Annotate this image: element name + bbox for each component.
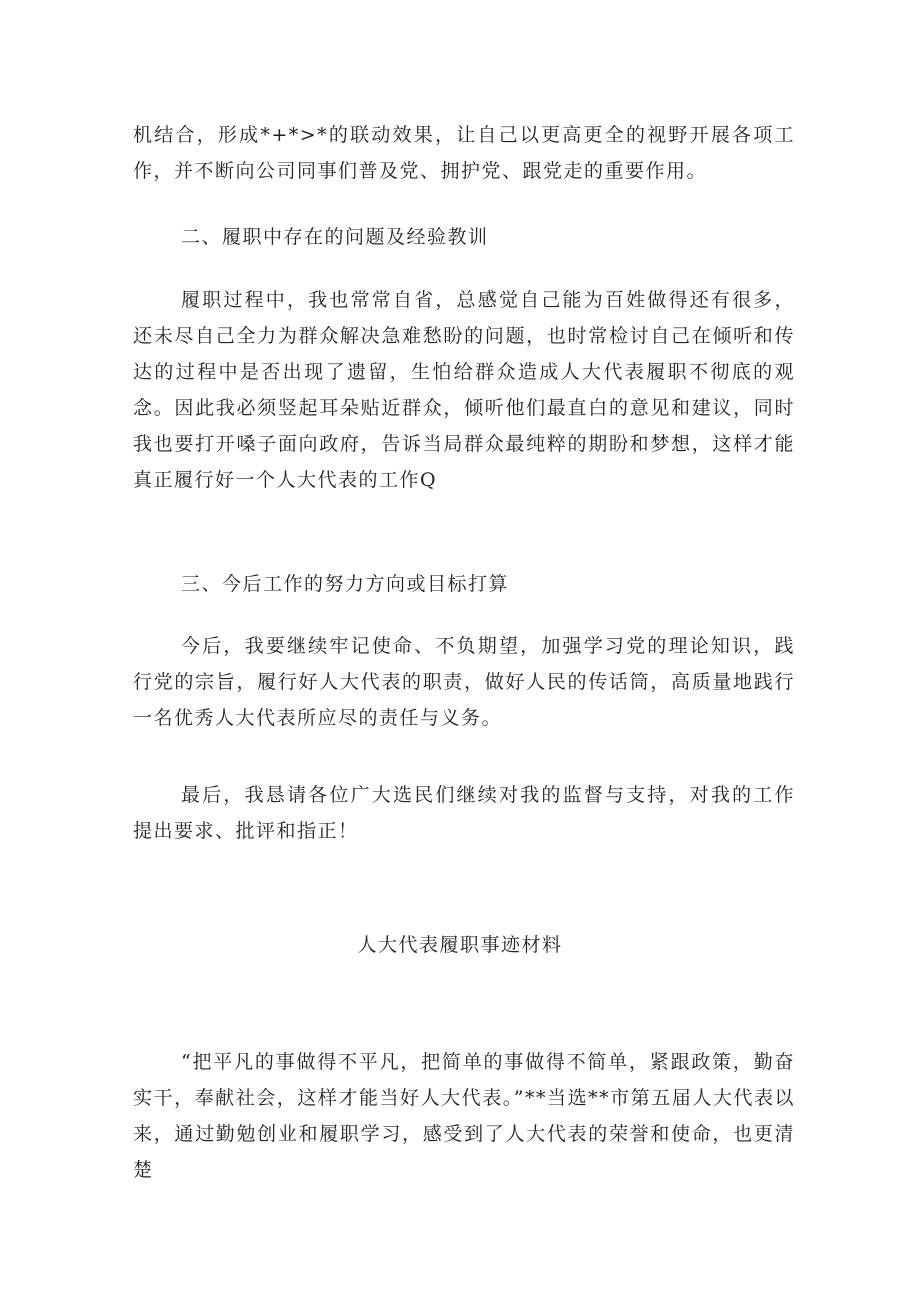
paragraph-future: 今后，我要继续牢记使命、不负期望，加强学习党的理论知识，践行党的宗旨，履行好人大代表的职责，做好人民的传话筒，高质量地践行一名优秀人大代表所应尽的责任与义务。 [133,635,795,729]
paragraph-intro-continuation: 机结合，形成*+*>*的联动效果，让自己以更高更全的视野开展各项工作，并不断向公司同事们普及党、拥护党、跟党走的重要作用。 [133,124,795,182]
section-heading-future: 三、今后工作的努力方向或目标打算 [181,573,510,595]
document-title: 人大代表履职事迹材料 [357,934,563,956]
paragraph-closing: 最后，我恳请各位广大选民们继续对我的监督与支持，对我的工作提出要求、批评和指正！ [133,784,795,842]
paragraph-new-intro: “把平凡的事做得不平凡，把简单的事做得不简单，紧跟政策，勤奋实干，奉献社会，这样才能当好人大代表。”**当选**市第五届人大代表以来，通过勤勉创业和履职学习，感受到了人大代表的荣誉和使命，也更清楚 [133,1051,795,1181]
section-heading-problems: 二、履职中存在的问题及经验教训 [181,226,489,248]
paragraph-problems: 履职过程中，我也常常自省，总感觉自己能为百姓做得还有很多，还未尽自己全力为群众解决急难愁盼的问题，也时常检讨自己在倾听和传达的过程中是否出现了遗留，生怕给群众造成人大代表履职不彻底的观念。因此我必须竖起耳朵贴近群众，倾听他们最直白的意见和建议，同时我也要打开嗓子面向政府，告诉当局群众最纯粹的期盼和梦想，这样才能真正履行好一个人大代表的工作Q [133,289,795,491]
